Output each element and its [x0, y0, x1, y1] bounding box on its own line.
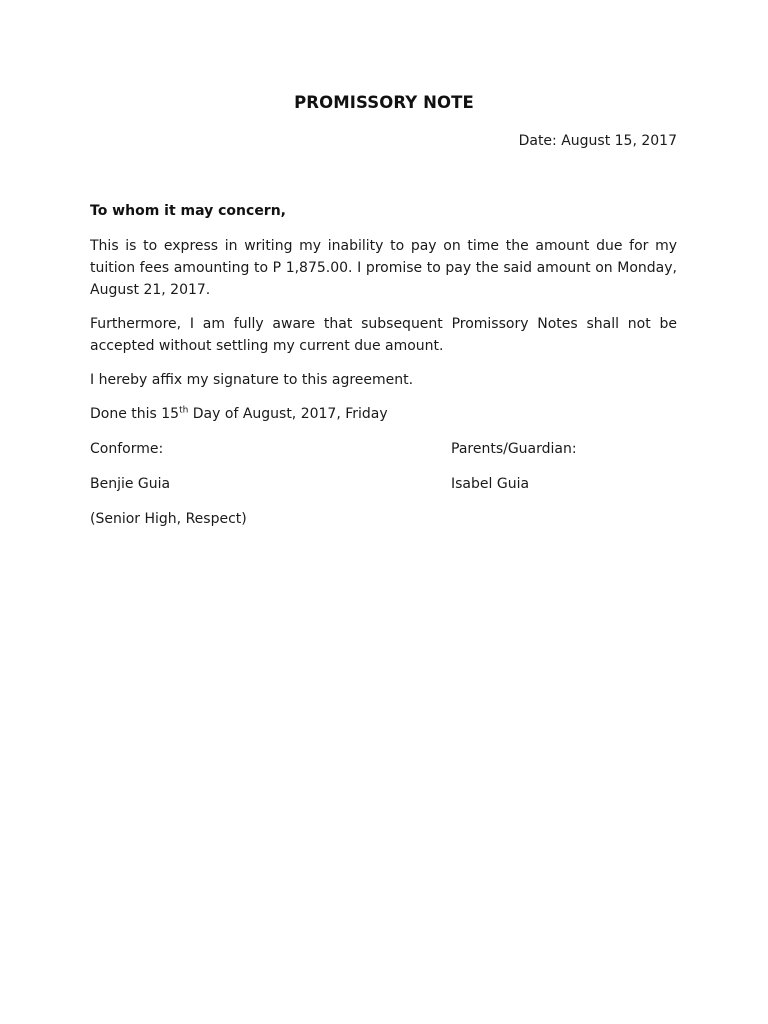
page-title: PROMISSORY NOTE — [294, 93, 474, 112]
done-line — [90, 403, 388, 425]
date-line: Date: August 15, 2017 — [518, 133, 677, 149]
student-name: Benjie Guia — [90, 476, 171, 492]
paragraph-acknowledgement: Furthermore, I am fully aware that subsequent Promissory Notes shall not be accepted without settling my current due amount. — [90, 316, 677, 354]
done-line-rest: Day of August, 2017, Friday — [188, 406, 388, 422]
conforme-label: Conforme: — [90, 441, 164, 457]
paragraph-signature-statement: I hereby affix my signature to this agreement. — [90, 372, 414, 388]
paragraph-payment-promise: This is to express in writing my inability to pay on time the amount due for my tuition fees amounting to P 1,875.00. I promise to pay the said amount on Monday, August 21, 2017. — [90, 238, 677, 298]
salutation: To whom it may concern, — [90, 203, 286, 219]
done-line-ordinal: th — [179, 405, 189, 416]
guardian-label: Parents/Guardian: — [451, 441, 577, 457]
student-note: (Senior High, Respect) — [90, 511, 247, 527]
done-line-prefix: Done this 15 — [90, 406, 180, 422]
guardian-name: Isabel Guia — [451, 476, 530, 492]
